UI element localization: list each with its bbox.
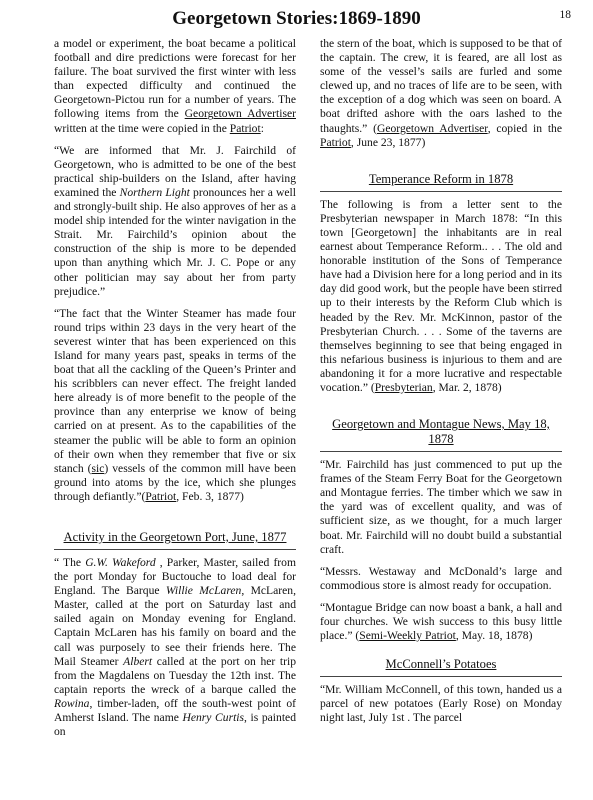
page-title: Georgetown Stories:1869-1890 [172, 8, 421, 29]
text-run: The following is from a letter sent to the Presbyterian newspaper in March 1878: “In this town [Georgetown] the inhabitants are in real earnest about Temperance Reform.. . . The old and honorable institution of the Sons of Temperance have had a Division here for a long period and in its day did good work, but the people have been stirred up to their interests by the Reform Club which is headed by the Rev. Mr. McKinnon, pastor of the Presbyterian Church. . . . Some of the taverns are themselves beginning to see that being engaged in this nefarious business is injurious to them and are abandoning it for a more lucrative and respectable vocation.” ( [320, 197, 562, 394]
text-run: “ The [54, 556, 86, 569]
section-heading-port-activity [54, 530, 296, 550]
source-citation: Presbyterian [374, 380, 433, 394]
quote-potatoes: “Mr. William McConnell, of this town, handed us a parcel of new potatoes (Early Rose) on Monday night last, July 1st . The parcel [320, 683, 562, 725]
source-citation: Patriot [320, 135, 351, 149]
right-column [320, 37, 562, 797]
intro-paragraph [54, 37, 296, 136]
section-heading-montague-news [320, 417, 562, 452]
quote-store: “Messrs. Westaway and McDonald’s large and commodious store is almost ready for occupation. [320, 564, 562, 592]
ship-name: Albert [123, 654, 153, 668]
left-column [54, 37, 296, 797]
page-header [0, 6, 593, 32]
source-citation: Patriot [145, 489, 177, 503]
page-number: 18 [559, 9, 571, 21]
text-run: , May. 18, 1878) [455, 629, 533, 643]
text-run: : [260, 121, 264, 135]
section-heading-potatoes [320, 657, 562, 677]
text-run: , McLaren, Master, called at the port on Saturday last and sailed again on Monday evening for England. Captain McLaren has his family on board and the call was purposely to see their friends here. The Mail Steamer [54, 584, 296, 668]
heading-text: Georgetown and Montague News, May 18, 1878 [332, 417, 550, 447]
quote-fairchild [54, 144, 296, 299]
text-run: the stern of the boat, which is supposed to be that of the captain. The crew, it is feared, are all lost as some of the vessel’s sails are furled and some clewed up, and no traces of life are to be seen, with the exception of a dog which was seen on board. A boat drifted ashore with the oars lashed to the thaughts.” ( [320, 37, 562, 135]
ship-name: G.W. Wakeford [85, 556, 156, 569]
heading-text: Temperance Reform in 1878 [368, 171, 514, 186]
source-citation: Patriot [229, 121, 261, 135]
quote-winter-steamer [54, 307, 296, 504]
heading-text: Activity in the Georgetown Port, June, 1877 [63, 530, 287, 544]
text-run: , is painted on [54, 711, 296, 739]
ship-name: Rowina [54, 696, 90, 710]
sic-mark: sic [91, 461, 105, 475]
text-run: called at the port on her trip from the Magdalens on Tuesday the 12th inst. The captain reports the wreck of a barque called the [54, 654, 296, 696]
heading-text: McConnell’s Potatoes [385, 657, 497, 672]
ship-name: Henry Curtis [182, 711, 245, 725]
text-run: , Mar. 2, 1878) [432, 380, 502, 394]
text-run: written at the time were copied in the [54, 121, 230, 135]
text-run: , timber-laden, off the south-west point of Amherst Island. The name [54, 696, 296, 725]
text-run: “Montague Bridge can now boast a bank, a hall and four churches. We wish success to this busy little place.” ( [320, 600, 562, 643]
text-run: , Parker, Master, sailed from the port Monday for Buctouche to load deal for England. The Barque [54, 556, 296, 598]
quote-wreck-continued [320, 37, 562, 150]
text-run: a model or experiment, the boat became a political football and dire predictions were forecast for her failure. The boat survived the first winter with less than expected difficulty and continued the Georgetown-Pictou run for a number of years. The following items from the [54, 37, 296, 121]
source-citation: Georgetown Advertiser [376, 121, 488, 135]
ship-name: Willie McLaren [165, 584, 242, 598]
quote-temperance [320, 198, 562, 395]
source-citation: Semi-Weekly Patriot [359, 629, 456, 643]
quote-ferry-boat: “Mr. Fairchild has just commenced to put up the frames of the Steam Ferry Boat for the Georgetown and Montague ferries. The timber which we saw in the yard was of excellent quality, and was of sufficient size, as we thought, for a much larger boat. Mr. Fairchild will no doubt build a substantial craft. [320, 458, 562, 556]
text-run: , June 23, 1877) [350, 135, 426, 149]
text-run: ) vessels of the common mill have been ground into atoms by the ice, which she plunges through defiantly.”( [54, 461, 296, 503]
source-citation: Georgetown Advertiser [184, 107, 296, 121]
quote-montague-bridge [320, 601, 562, 643]
text-run: “The fact that the Winter Steamer has made four round trips within 23 days in the very heart of the severest winter that has been experienced on this Island for many years past, speaks in terms of the boat that all the cackling of the Queen’s Printer and his scribblers can never effect. The freight landed here already is of more benefit to the people of the province than any enterprise we know of being carried on at present. As to the capabilities of the steamer the public will be able to form an opinion of their own when they remember that five or six stanch ( [54, 306, 296, 475]
ship-name: Northern Light [119, 185, 190, 199]
text-run: , copied in the [487, 121, 562, 135]
text-run: , Feb. 3, 1877) [176, 489, 244, 503]
text-run: pronounces her a well and strongly-built ship. He also approves of her as a model ship intended for the winter navigation in the Strait. Mr. Fairchild’s opinion about the construction of the ship is more to be depended upon than anything which Mr. J. C. Pope or any other politician may say about her from party prejudice.” [54, 185, 296, 298]
quote-port-activity [54, 556, 296, 739]
text-run: “We are informed that Mr. J. Fairchild of Georgetown, who is admitted to be one of the best practical ship-builders on the Island, after having examined the [54, 143, 296, 199]
section-heading-temperance [320, 172, 562, 192]
